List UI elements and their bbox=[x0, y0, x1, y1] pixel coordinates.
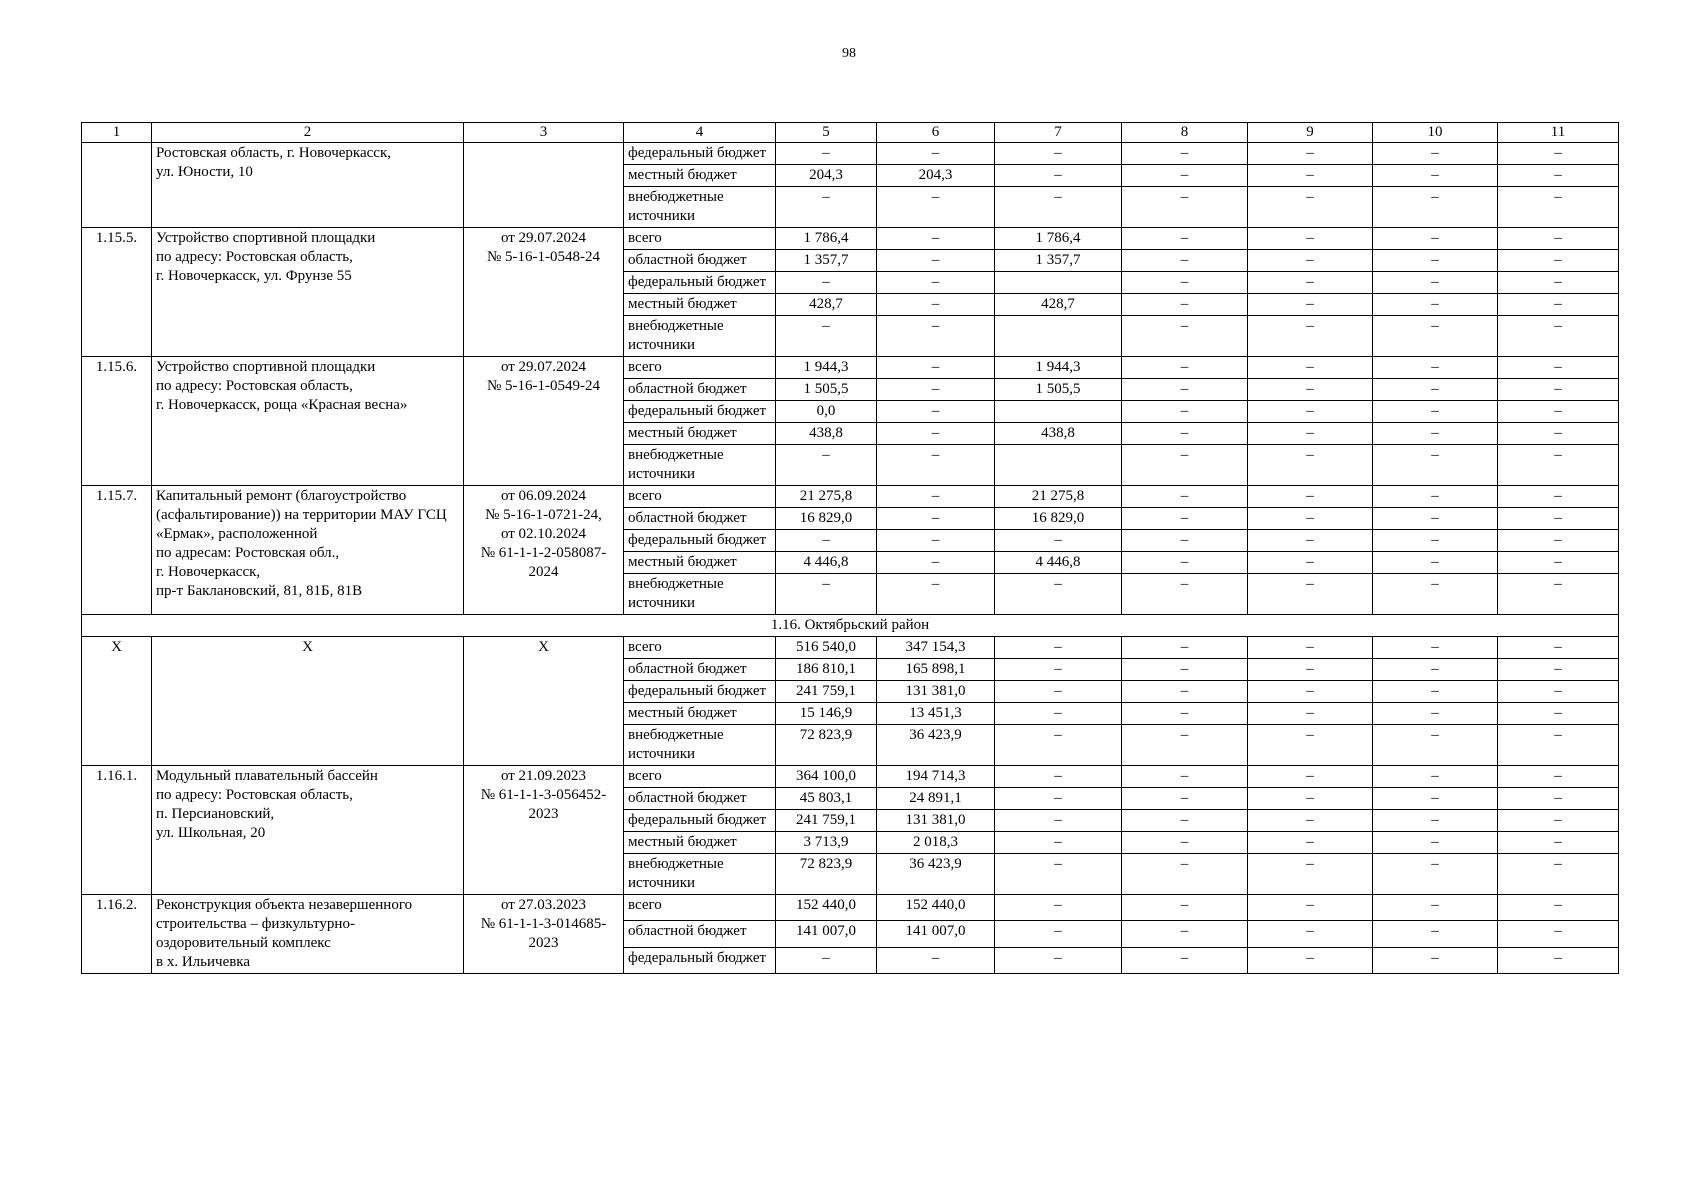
funding-source: местный бюджет bbox=[624, 165, 776, 187]
value-cell: – bbox=[877, 143, 995, 165]
value-cell: – bbox=[1248, 947, 1373, 973]
value-cell: – bbox=[877, 445, 995, 486]
item-number: 1.15.5. bbox=[82, 228, 152, 357]
value-cell: – bbox=[1498, 788, 1619, 810]
value-cell: – bbox=[1248, 681, 1373, 703]
value-cell: – bbox=[1498, 895, 1619, 921]
funding-source: федеральный бюджет bbox=[624, 401, 776, 423]
value-cell: – bbox=[776, 187, 877, 228]
table-row bbox=[82, 486, 1619, 508]
value-cell: – bbox=[1248, 854, 1373, 895]
value-cell: – bbox=[1498, 574, 1619, 615]
value-cell: 204,3 bbox=[776, 165, 877, 187]
value-cell: 438,8 bbox=[776, 423, 877, 445]
value-cell: – bbox=[1248, 165, 1373, 187]
value-cell: – bbox=[877, 552, 995, 574]
value-cell: – bbox=[1373, 423, 1498, 445]
funding-source: федеральный бюджет bbox=[624, 272, 776, 294]
value-cell: – bbox=[1122, 357, 1248, 379]
value-cell: – bbox=[1498, 250, 1619, 272]
value-cell: – bbox=[1248, 250, 1373, 272]
value-cell: – bbox=[1122, 766, 1248, 788]
header-cell: 9 bbox=[1248, 123, 1373, 143]
value-cell: – bbox=[1248, 401, 1373, 423]
value-cell: – bbox=[1122, 854, 1248, 895]
value-cell: 131 381,0 bbox=[877, 810, 995, 832]
section-row bbox=[82, 615, 1619, 637]
value-cell: – bbox=[776, 445, 877, 486]
value-cell: – bbox=[995, 681, 1122, 703]
value-cell: 428,7 bbox=[776, 294, 877, 316]
value-cell: – bbox=[1248, 423, 1373, 445]
value-cell: – bbox=[1498, 508, 1619, 530]
funding-source: внебюджетные источники bbox=[624, 445, 776, 486]
table-row bbox=[82, 637, 1619, 659]
value-cell: 72 823,9 bbox=[776, 854, 877, 895]
value-cell: – bbox=[1373, 508, 1498, 530]
value-cell: – bbox=[776, 316, 877, 357]
funding-source: внебюджетные источники bbox=[624, 316, 776, 357]
funding-source: всего bbox=[624, 357, 776, 379]
value-cell bbox=[995, 401, 1122, 423]
value-cell: – bbox=[877, 486, 995, 508]
value-cell: – bbox=[1373, 445, 1498, 486]
value-cell: 24 891,1 bbox=[877, 788, 995, 810]
document-ref: от 27.03.2023 № 61-1-1-3-014685-2023 bbox=[464, 895, 624, 974]
value-cell: – bbox=[1248, 143, 1373, 165]
value-cell: – bbox=[877, 272, 995, 294]
value-cell: 15 146,9 bbox=[776, 703, 877, 725]
value-cell: – bbox=[1498, 832, 1619, 854]
value-cell: – bbox=[1122, 272, 1248, 294]
value-cell: – bbox=[1122, 681, 1248, 703]
object-name: Устройство спортивной площадки по адресу: Ростовская область, г. Новочеркасск, ул. Фрунзе 55 bbox=[152, 228, 464, 357]
value-cell: – bbox=[1498, 637, 1619, 659]
value-cell: – bbox=[776, 530, 877, 552]
value-cell: – bbox=[1248, 530, 1373, 552]
value-cell bbox=[995, 272, 1122, 294]
value-cell: – bbox=[1248, 725, 1373, 766]
value-cell: – bbox=[1122, 637, 1248, 659]
section-title: 1.16. Октябрьский район bbox=[82, 615, 1619, 637]
value-cell: – bbox=[776, 272, 877, 294]
value-cell: – bbox=[1373, 659, 1498, 681]
funding-source: внебюджетные источники bbox=[624, 854, 776, 895]
value-cell: – bbox=[1373, 530, 1498, 552]
value-cell: – bbox=[1248, 788, 1373, 810]
value-cell: – bbox=[877, 228, 995, 250]
item-number: 1.16.2. bbox=[82, 895, 152, 974]
value-cell: – bbox=[1373, 947, 1498, 973]
value-cell: 186 810,1 bbox=[776, 659, 877, 681]
value-cell: 45 803,1 bbox=[776, 788, 877, 810]
funding-source: федеральный бюджет bbox=[624, 143, 776, 165]
funding-source: областной бюджет bbox=[624, 379, 776, 401]
value-cell: – bbox=[1248, 703, 1373, 725]
value-cell: – bbox=[1122, 703, 1248, 725]
value-cell: – bbox=[995, 165, 1122, 187]
value-cell: – bbox=[1248, 832, 1373, 854]
value-cell: – bbox=[1248, 574, 1373, 615]
value-cell: – bbox=[1373, 637, 1498, 659]
funding-source: областной бюджет bbox=[624, 508, 776, 530]
value-cell: – bbox=[1248, 552, 1373, 574]
value-cell: – bbox=[1373, 228, 1498, 250]
table-row bbox=[82, 766, 1619, 788]
item-number: 1.15.6. bbox=[82, 357, 152, 486]
value-cell: – bbox=[1248, 316, 1373, 357]
item-number bbox=[82, 143, 152, 228]
value-cell: 364 100,0 bbox=[776, 766, 877, 788]
document-ref: X bbox=[464, 637, 624, 766]
value-cell: – bbox=[995, 659, 1122, 681]
value-cell: – bbox=[995, 703, 1122, 725]
object-name: Устройство спортивной площадки по адресу: Ростовская область, г. Новочеркасск, роща «Красная весна» bbox=[152, 357, 464, 486]
item-number: 1.16.1. bbox=[82, 766, 152, 895]
funding-source: всего bbox=[624, 766, 776, 788]
value-cell: – bbox=[995, 810, 1122, 832]
value-cell: – bbox=[1248, 445, 1373, 486]
value-cell: – bbox=[877, 379, 995, 401]
value-cell: 1 786,4 bbox=[776, 228, 877, 250]
item-number: 1.15.7. bbox=[82, 486, 152, 615]
value-cell: – bbox=[1498, 530, 1619, 552]
value-cell: – bbox=[1498, 272, 1619, 294]
value-cell: – bbox=[1498, 810, 1619, 832]
value-cell: – bbox=[1373, 357, 1498, 379]
value-cell: – bbox=[995, 187, 1122, 228]
value-cell: – bbox=[776, 947, 877, 973]
value-cell: – bbox=[877, 294, 995, 316]
value-cell: – bbox=[1122, 810, 1248, 832]
value-cell: – bbox=[877, 574, 995, 615]
value-cell: – bbox=[1122, 165, 1248, 187]
value-cell: – bbox=[877, 316, 995, 357]
object-name: Капитальный ремонт (благоустройство (асфальтирование)) на территории МАУ ГСЦ «Ермак», расположенной по адресам: Ростовская обл., г. Новочеркасск, пр-т Баклановский, 81, 81Б, 81В bbox=[152, 486, 464, 615]
value-cell: – bbox=[1122, 228, 1248, 250]
document-ref bbox=[464, 143, 624, 228]
value-cell: – bbox=[1122, 316, 1248, 357]
value-cell: – bbox=[1498, 143, 1619, 165]
value-cell: 516 540,0 bbox=[776, 637, 877, 659]
header-row bbox=[82, 123, 1619, 143]
item-number: X bbox=[82, 637, 152, 766]
value-cell: – bbox=[1248, 228, 1373, 250]
object-name: Ростовская область, г. Новочеркасск, ул. Юности, 10 bbox=[152, 143, 464, 228]
value-cell: – bbox=[1248, 810, 1373, 832]
value-cell: – bbox=[1122, 530, 1248, 552]
value-cell: 13 451,3 bbox=[877, 703, 995, 725]
value-cell: – bbox=[1248, 187, 1373, 228]
document-ref: от 29.07.2024 № 5-16-1-0548-24 bbox=[464, 228, 624, 357]
value-cell: – bbox=[877, 187, 995, 228]
value-cell: – bbox=[1122, 486, 1248, 508]
page-number: 98 bbox=[842, 46, 856, 61]
value-cell: – bbox=[1373, 250, 1498, 272]
value-cell: 36 423,9 bbox=[877, 854, 995, 895]
funding-source: областной бюджет bbox=[624, 250, 776, 272]
value-cell: – bbox=[995, 947, 1122, 973]
table-row bbox=[82, 143, 1619, 165]
header-cell: 11 bbox=[1498, 123, 1619, 143]
value-cell: – bbox=[1122, 725, 1248, 766]
value-cell: 1 357,7 bbox=[995, 250, 1122, 272]
value-cell: – bbox=[1373, 272, 1498, 294]
value-cell: – bbox=[1498, 423, 1619, 445]
value-cell: – bbox=[1498, 725, 1619, 766]
value-cell: – bbox=[1248, 357, 1373, 379]
value-cell: – bbox=[877, 423, 995, 445]
value-cell: – bbox=[1373, 921, 1498, 947]
value-cell: – bbox=[877, 401, 995, 423]
funding-source: местный бюджет bbox=[624, 832, 776, 854]
header-cell: 2 bbox=[152, 123, 464, 143]
value-cell: – bbox=[1373, 294, 1498, 316]
value-cell: – bbox=[1373, 832, 1498, 854]
value-cell: – bbox=[995, 854, 1122, 895]
value-cell: 141 007,0 bbox=[776, 921, 877, 947]
value-cell: – bbox=[1122, 423, 1248, 445]
funding-source: местный бюджет bbox=[624, 294, 776, 316]
value-cell: – bbox=[1373, 401, 1498, 423]
funding-source: внебюджетные источники bbox=[624, 187, 776, 228]
value-cell: 21 275,8 bbox=[776, 486, 877, 508]
value-cell: 16 829,0 bbox=[776, 508, 877, 530]
value-cell: 438,8 bbox=[995, 423, 1122, 445]
value-cell: 204,3 bbox=[877, 165, 995, 187]
header-cell: 6 bbox=[877, 123, 995, 143]
value-cell: 4 446,8 bbox=[995, 552, 1122, 574]
value-cell: – bbox=[1373, 552, 1498, 574]
value-cell: – bbox=[1373, 486, 1498, 508]
value-cell: – bbox=[1373, 574, 1498, 615]
value-cell: – bbox=[1498, 316, 1619, 357]
value-cell: 241 759,1 bbox=[776, 810, 877, 832]
value-cell: – bbox=[877, 250, 995, 272]
document-ref: от 29.07.2024 № 5-16-1-0549-24 bbox=[464, 357, 624, 486]
header-cell: 3 bbox=[464, 123, 624, 143]
value-cell: – bbox=[1122, 401, 1248, 423]
value-cell: – bbox=[995, 143, 1122, 165]
value-cell: – bbox=[1248, 486, 1373, 508]
value-cell: 36 423,9 bbox=[877, 725, 995, 766]
object-name: Реконструкция объекта незавершенного строительства – физкультурно-оздоровительный комплекс в х. Ильичевка bbox=[152, 895, 464, 974]
value-cell: – bbox=[1373, 725, 1498, 766]
value-cell: 1 944,3 bbox=[995, 357, 1122, 379]
value-cell: – bbox=[1122, 294, 1248, 316]
header-cell: 7 bbox=[995, 123, 1122, 143]
value-cell: – bbox=[1498, 486, 1619, 508]
value-cell: 165 898,1 bbox=[877, 659, 995, 681]
value-cell: – bbox=[1373, 165, 1498, 187]
value-cell: – bbox=[1373, 187, 1498, 228]
value-cell: – bbox=[1122, 659, 1248, 681]
funding-source: федеральный бюджет bbox=[624, 947, 776, 973]
value-cell: – bbox=[995, 895, 1122, 921]
value-cell: – bbox=[1498, 228, 1619, 250]
value-cell: 152 440,0 bbox=[776, 895, 877, 921]
value-cell: – bbox=[1373, 766, 1498, 788]
value-cell: – bbox=[1373, 143, 1498, 165]
value-cell: – bbox=[1373, 895, 1498, 921]
value-cell: – bbox=[877, 530, 995, 552]
funding-source: федеральный бюджет bbox=[624, 681, 776, 703]
funding-source: всего bbox=[624, 895, 776, 921]
header-cell: 5 bbox=[776, 123, 877, 143]
funding-source: областной бюджет bbox=[624, 659, 776, 681]
value-cell: 21 275,8 bbox=[995, 486, 1122, 508]
value-cell: 1 944,3 bbox=[776, 357, 877, 379]
value-cell: – bbox=[776, 143, 877, 165]
value-cell: – bbox=[1498, 854, 1619, 895]
document-ref: от 21.09.2023 № 61-1-1-3-056452-2023 bbox=[464, 766, 624, 895]
header-cell: 1 bbox=[82, 123, 152, 143]
funding-source: федеральный бюджет bbox=[624, 810, 776, 832]
value-cell: – bbox=[1122, 379, 1248, 401]
value-cell: 131 381,0 bbox=[877, 681, 995, 703]
value-cell: 4 446,8 bbox=[776, 552, 877, 574]
value-cell: 72 823,9 bbox=[776, 725, 877, 766]
value-cell: 3 713,9 bbox=[776, 832, 877, 854]
value-cell: 1 786,4 bbox=[995, 228, 1122, 250]
value-cell: 1 505,5 bbox=[995, 379, 1122, 401]
value-cell: 1 505,5 bbox=[776, 379, 877, 401]
value-cell: – bbox=[877, 357, 995, 379]
value-cell: – bbox=[776, 574, 877, 615]
value-cell: 1 357,7 bbox=[776, 250, 877, 272]
value-cell: – bbox=[1498, 165, 1619, 187]
value-cell: – bbox=[1373, 379, 1498, 401]
value-cell: – bbox=[995, 832, 1122, 854]
value-cell: – bbox=[1248, 294, 1373, 316]
value-cell: – bbox=[1248, 379, 1373, 401]
funding-source: внебюджетные источники bbox=[624, 725, 776, 766]
value-cell bbox=[995, 445, 1122, 486]
funding-source: областной бюджет bbox=[624, 788, 776, 810]
value-cell: – bbox=[1248, 766, 1373, 788]
value-cell: – bbox=[1498, 659, 1619, 681]
value-cell: – bbox=[1498, 187, 1619, 228]
funding-source: местный бюджет bbox=[624, 703, 776, 725]
value-cell: 194 714,3 bbox=[877, 766, 995, 788]
value-cell: – bbox=[995, 637, 1122, 659]
value-cell: – bbox=[1248, 508, 1373, 530]
value-cell: – bbox=[877, 508, 995, 530]
funding-source: местный бюджет bbox=[624, 552, 776, 574]
value-cell: – bbox=[1122, 250, 1248, 272]
value-cell: – bbox=[1248, 921, 1373, 947]
value-cell: – bbox=[1122, 574, 1248, 615]
value-cell: – bbox=[1248, 659, 1373, 681]
value-cell: – bbox=[995, 766, 1122, 788]
funding-source: федеральный бюджет bbox=[624, 530, 776, 552]
value-cell: – bbox=[1373, 854, 1498, 895]
value-cell: – bbox=[1498, 947, 1619, 973]
value-cell: – bbox=[1498, 681, 1619, 703]
value-cell: – bbox=[1498, 357, 1619, 379]
value-cell: – bbox=[1122, 508, 1248, 530]
value-cell: – bbox=[995, 921, 1122, 947]
value-cell: – bbox=[1498, 766, 1619, 788]
funding-source: внебюджетные источники bbox=[624, 574, 776, 615]
value-cell: – bbox=[995, 574, 1122, 615]
value-cell: – bbox=[995, 725, 1122, 766]
value-cell: – bbox=[1122, 187, 1248, 228]
value-cell: 16 829,0 bbox=[995, 508, 1122, 530]
object-name: X bbox=[152, 637, 464, 766]
value-cell: – bbox=[1373, 810, 1498, 832]
value-cell: – bbox=[1122, 947, 1248, 973]
value-cell bbox=[995, 316, 1122, 357]
value-cell: – bbox=[1498, 552, 1619, 574]
value-cell: – bbox=[1248, 895, 1373, 921]
value-cell: – bbox=[995, 788, 1122, 810]
budget-table bbox=[81, 122, 1619, 974]
value-cell: – bbox=[1498, 921, 1619, 947]
value-cell: – bbox=[1373, 703, 1498, 725]
value-cell: – bbox=[1498, 401, 1619, 423]
value-cell: 347 154,3 bbox=[877, 637, 995, 659]
value-cell: – bbox=[1122, 895, 1248, 921]
value-cell: 141 007,0 bbox=[877, 921, 995, 947]
value-cell: – bbox=[1373, 788, 1498, 810]
value-cell: – bbox=[1498, 294, 1619, 316]
value-cell: – bbox=[995, 530, 1122, 552]
value-cell: – bbox=[1122, 788, 1248, 810]
funding-source: всего bbox=[624, 486, 776, 508]
document-ref: от 06.09.2024 № 5-16-1-0721-24, от 02.10.2024 № 61-1-1-2-058087-2024 bbox=[464, 486, 624, 615]
value-cell: 0,0 bbox=[776, 401, 877, 423]
value-cell: – bbox=[1122, 832, 1248, 854]
value-cell: 2 018,3 bbox=[877, 832, 995, 854]
value-cell: – bbox=[877, 947, 995, 973]
value-cell: – bbox=[1498, 379, 1619, 401]
table-body bbox=[82, 143, 1619, 974]
funding-source: всего bbox=[624, 228, 776, 250]
value-cell: – bbox=[1248, 272, 1373, 294]
table-row bbox=[82, 357, 1619, 379]
value-cell: – bbox=[1498, 445, 1619, 486]
value-cell: – bbox=[1122, 552, 1248, 574]
funding-source: областной бюджет bbox=[624, 921, 776, 947]
table-row bbox=[82, 895, 1619, 921]
value-cell: – bbox=[1498, 703, 1619, 725]
funding-source: местный бюджет bbox=[624, 423, 776, 445]
header-cell: 8 bbox=[1122, 123, 1248, 143]
value-cell: – bbox=[1122, 445, 1248, 486]
table-row bbox=[82, 228, 1619, 250]
object-name: Модульный плавательный бассейн по адресу: Ростовская область, п. Персиановский, ул. Школьная, 20 bbox=[152, 766, 464, 895]
value-cell: 152 440,0 bbox=[877, 895, 995, 921]
header-cell: 4 bbox=[624, 123, 776, 143]
header-cell: 10 bbox=[1373, 123, 1498, 143]
funding-source: всего bbox=[624, 637, 776, 659]
value-cell: – bbox=[1248, 637, 1373, 659]
value-cell: – bbox=[1122, 921, 1248, 947]
value-cell: – bbox=[1122, 143, 1248, 165]
value-cell: 241 759,1 bbox=[776, 681, 877, 703]
value-cell: – bbox=[1373, 681, 1498, 703]
value-cell: 428,7 bbox=[995, 294, 1122, 316]
value-cell: – bbox=[1373, 316, 1498, 357]
